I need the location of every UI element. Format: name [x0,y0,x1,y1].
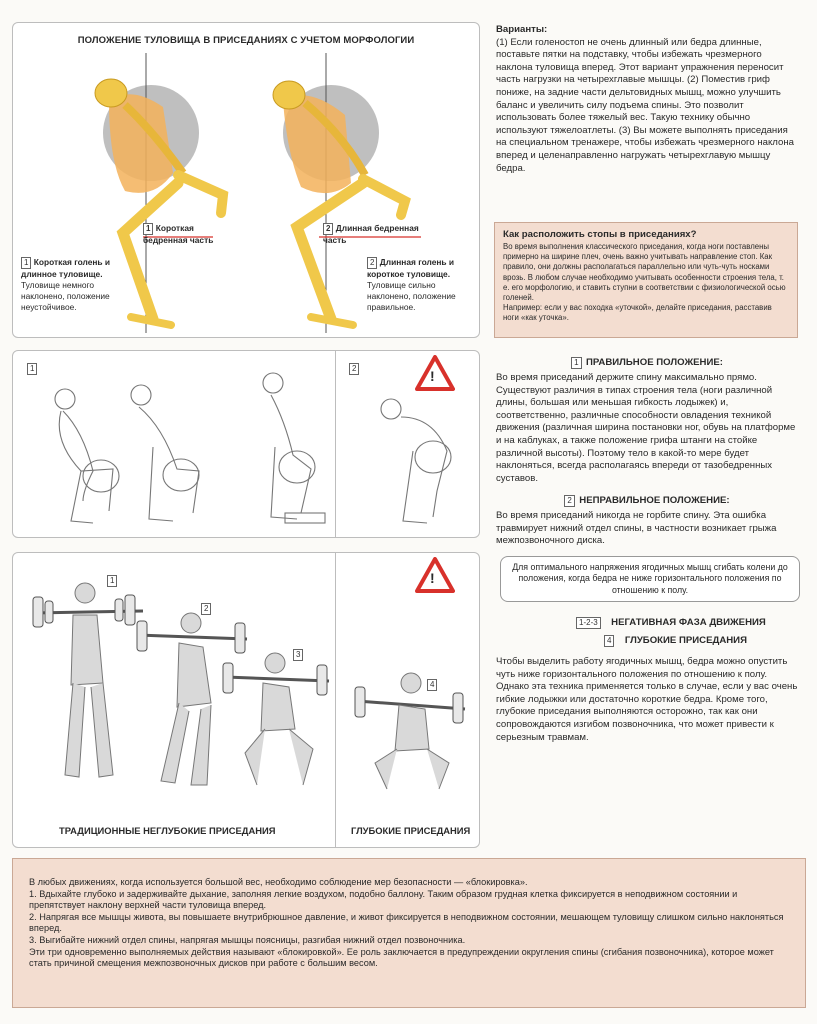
caption-shallow: ТРАДИЦИОННЫЕ НЕГЛУБОКИЕ ПРИСЕДАНИЯ [59,825,276,836]
correct-block [496,352,798,485]
warning-mark: ! [430,368,435,384]
morphology-title: ПОЛОЖЕНИЕ ТУЛОВИЩА В ПРИСЕДАНИЯХ С УЧЕТОМ МОРФОЛОГИИ [77,35,415,46]
left-caption: 1 Короткая голень и длинное туловище. Туловище немного наклонено, положение неустойчивое. [21,257,111,312]
negative-text: Чтобы выделить работу ягодичных мышц, бедра можно опустить чуть ниже горизонтального положения по отношению к полу. Однако эта техника применяется только в случае, если у вас очень гибкие лодыжки или достаточно короткие бедра. Кроме того, глубокие приседания выполняются осторожно, так как они сопровождаются изгибом позвоночника, что может привести к серьезным травмам. [496,656,798,743]
lockout-step1: 1. Вдыхайте глубоко и задерживайте дыхание, заполняя легкие воздухом, подобно баллону. Таким образом грудная клетка фиксируется в неподвижном состоянии и препятствует наклону верхней части туловища вперед. [29,888,738,911]
posture-panel [12,350,480,538]
warning-mark-2: ! [430,570,435,586]
variants-heading: Варианты: [496,24,548,35]
feet-box-example: Например: если у вас походка «уточкой», делайте приседания, расставив ноги «как уточка». [503,303,772,323]
squat-num-1: 1 [107,575,117,587]
incorrect-title: НЕПРАВИЛЬНОЕ ПОЛОЖЕНИЕ: [579,495,730,506]
right-femur-tag: 2 Длинная бедренная часть [323,223,419,245]
correct-num: 1 [571,357,581,369]
feet-box [494,222,798,338]
feet-box-text: Во время выполнения классического приседания, когда ноги поставлены примерно на ширине плеч, очень важно учитывать направление стоп. Как правило, они должны располагаться параллельно или чуть-чуть носками врозь. В любом случае необходимо учитывать особенности строения тела, т. е. его морфологию, и ставить ступни в соответствии с физиологической осью голеней. [503,242,786,303]
morphology-panel [12,22,480,338]
lockout-outro: Эти три одновременно выполняемых действия называют «блокировкой». Ее роль заключается в предупреждении округления спины (сгибания позвоночника), которое может стать причиной смещения межпозвоночных дисков при работе с большим весом. [29,946,774,969]
lockout-step3: 3. Выгибайте нижний отдел спины, напрягая мышцы поясницы, разгибая нижний отдел позвоночника. [29,934,466,945]
squat-num-2: 2 [201,603,211,615]
posture-num-2: 2 [349,363,359,375]
lockout-intro: В любых движениях, когда используется большой вес, необходимо соблюдение мер безопасности — «блокировка». [29,877,528,887]
negative-title: НЕГАТИВНАЯ ФАЗА ДВИЖЕНИЯ [611,617,766,628]
caption-deep: ГЛУБОКИЕ ПРИСЕДАНИЯ [351,825,471,836]
squat-num-3: 3 [293,649,303,661]
negative-heading [576,612,766,630]
correct-text: Во время приседаний держите спину максимально прямо. Существуют различия в типах строения тела (ноги различной длины, большая или меньшая гибкость лодыжек) и, соответственно, различные способности овладения техникой движения (различная ширина постановки ног, обувь на платформе и на каблуках, а также положение грифа штанги на стойке различной высоты). Поэтому тело в какой-то мере будет наклоняться, всегда располагаясь впереди от тазобедренных суставов. [496,372,796,484]
deep-num: 4 [604,635,614,647]
incorrect-text: Во время приседаний никогда не горбите спину. Эта ошибка травмирует нижний отдел спины, в частности возникает грыжа межпозвоночного диска. [496,510,777,547]
variants-text: (1) Если голеностоп не очень длинный или бедра длинные, поставьте пятки на подставку, чтобы избежать чрезмерного наклона туловища вперед. Этот вариант упражнения переносит часть нагрузки на четырехглавые мышцы. (2) Поместив гриф пониже, на задние части дельтовидных мышц, можно улучшить баланс и увеличить силу подъема спины. Это позволит использовать более тяжелый вес. Такую технику обычно используют тяжелоатлеты. (3) Вы можете выполнять приседания на специальном тренажере, чтобы избежать чрезмерного наклона вперед и целенаправленно нагружать четырехглавую мышцу бедра. [496,36,794,174]
squat-panel [12,552,480,848]
feet-box-title: Как расположить стопы в приседаниях? [503,229,697,240]
posture-num-1: 1 [27,363,37,375]
right-caption: 2 Длинная голень и короткое туловище. Туловище сильно наклонено, положение правильное. [367,257,456,312]
variants-block [496,24,798,175]
squat-num-4: 4 [427,679,437,691]
left-femur-tag: 1 Короткая бедренная часть [143,223,214,245]
glute-box [500,556,800,602]
incorrect-num: 2 [564,495,574,507]
glute-box-text: Для оптимального напряжения ягодичных мышц сгибать колени до положения, когда бедра не ниже горизонтального положения по отношению к полу. [512,562,788,595]
squat-figures-illustration [13,351,479,537]
lockout-box [12,858,806,1008]
incorrect-block [496,490,798,548]
deep-title: ГЛУБОКИЕ ПРИСЕДАНИЯ [624,635,747,646]
lockout-step2: 2. Напрягая все мышцы живота, вы повышаете внутрибрюшное давление, и живот фиксируется в неподвижном состоянии, мешающем туловищу слишком сильно наклоняться вперед. [29,911,784,934]
correct-title: ПРАВИЛЬНОЕ ПОЛОЖЕНИЕ: [585,357,723,368]
deep-heading [604,630,747,648]
negative-num: 1-2-3 [576,617,601,629]
barbell-squat-illustration [13,553,479,813]
